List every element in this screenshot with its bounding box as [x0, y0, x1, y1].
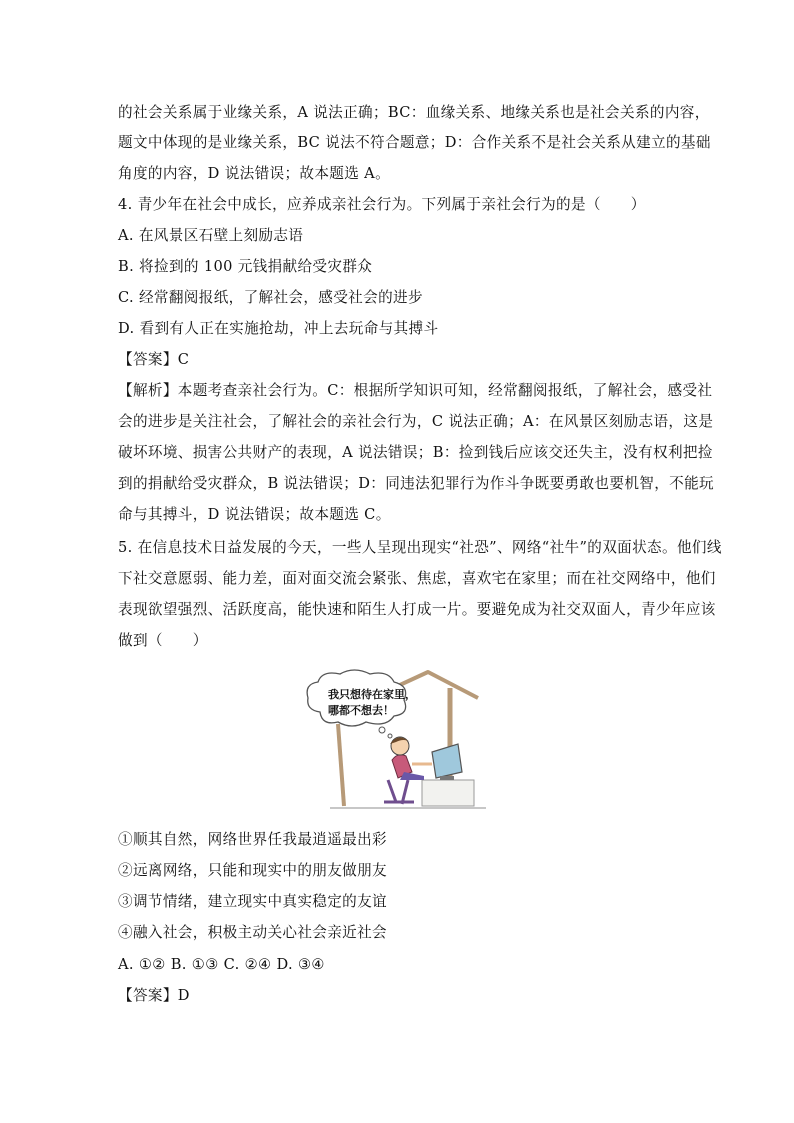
question-4-stem: 4. 青少年在社会中成长，应养成亲社会行为。下列属于亲社会行为的是（ ） [118, 196, 646, 213]
question-4-answer: 【答案】C [118, 351, 190, 368]
question-5-statement-3: ③调节情绪，建立现实中真实稳定的友谊 [118, 893, 387, 910]
question-5-stem-line: 下社交意愿弱、能力差，面对面交流会紧张、焦虑，喜欢宅在家里；而在社交网络中，他们 [118, 570, 716, 587]
question-4-analysis-line: 【解析】本题考查亲社会行为。C：根据所学知识可知，经常翻阅报纸，了解社会，感受社 [118, 382, 713, 399]
question-5-statement-1: ①顺其自然，网络世界任我最逍遥最出彩 [118, 831, 387, 848]
stay-home-illustration [300, 668, 496, 816]
question-5-stem-line: 表现欲望强烈、活跃度高，能快速和陌生人打成一片。要避免成为社交双面人，青少年应该 [118, 601, 716, 618]
question-4-option-c: C. 经常翻阅报纸，了解社会，感受社会的进步 [118, 289, 423, 306]
question-5-statement-4: ④融入社会，积极主动关心社会亲近社会 [118, 924, 387, 941]
question-4-option-d: D. 看到有人正在实施抢劫，冲上去玩命与其搏斗 [118, 320, 439, 337]
question-4-option-a: A. 在风景区石壁上刻励志语 [118, 227, 304, 244]
question-5-stem-line: 5. 在信息技术日益发展的今天，一些人呈现出现实“社恐”、网络“社牛”的双面状态。他们线 [118, 539, 722, 556]
thought-bubble-line-2: 哪都不想去！ [328, 704, 394, 717]
question-5-answer: 【答案】D [118, 987, 190, 1004]
question-4-analysis-line: 破坏环境、损害公共财产的表现，A 说法错误；B：捡到钱后应该交还失主，没有权利把捡 [118, 444, 713, 461]
question-5-stem-line: 做到（ ） [118, 632, 208, 649]
prev-analysis-line-1: 的社会关系属于业缘关系，A 说法正确；BC：血缘关系、地缘关系也是社会关系的内容， [118, 104, 710, 121]
prev-analysis-line-2: 题文中体现的是业缘关系，BC 说法不符合题意；D：合作关系不是社会关系从建立的基础 [118, 134, 711, 151]
question-4-option-b: B. 将捡到的 100 元钱捐献给受灾群众 [118, 258, 373, 275]
question-4-analysis-line: 会的进步是关注社会，了解社会的亲社会行为，C 说法正确；A：在风景区刻励志语，这是 [118, 413, 714, 430]
question-4-analysis-line: 到的捐献给受灾群众，B 说法错误；D：同违法犯罪行为作斗争既要勇敢也要机智，不能玩 [118, 475, 714, 492]
question-5-choices: A. ①② B. ①③ C. ②④ D. ③④ [118, 956, 325, 973]
prev-analysis-line-3: 角度的内容，D 说法错误；故本题选 A。 [118, 165, 391, 182]
thought-bubble-line-1: 我只想待在家里， [328, 688, 416, 701]
question-4-analysis-line: 命与其搏斗，D 说法错误；故本题选 C。 [118, 506, 391, 523]
question-5-statement-2: ②远离网络，只能和现实中的朋友做朋友 [118, 862, 387, 879]
